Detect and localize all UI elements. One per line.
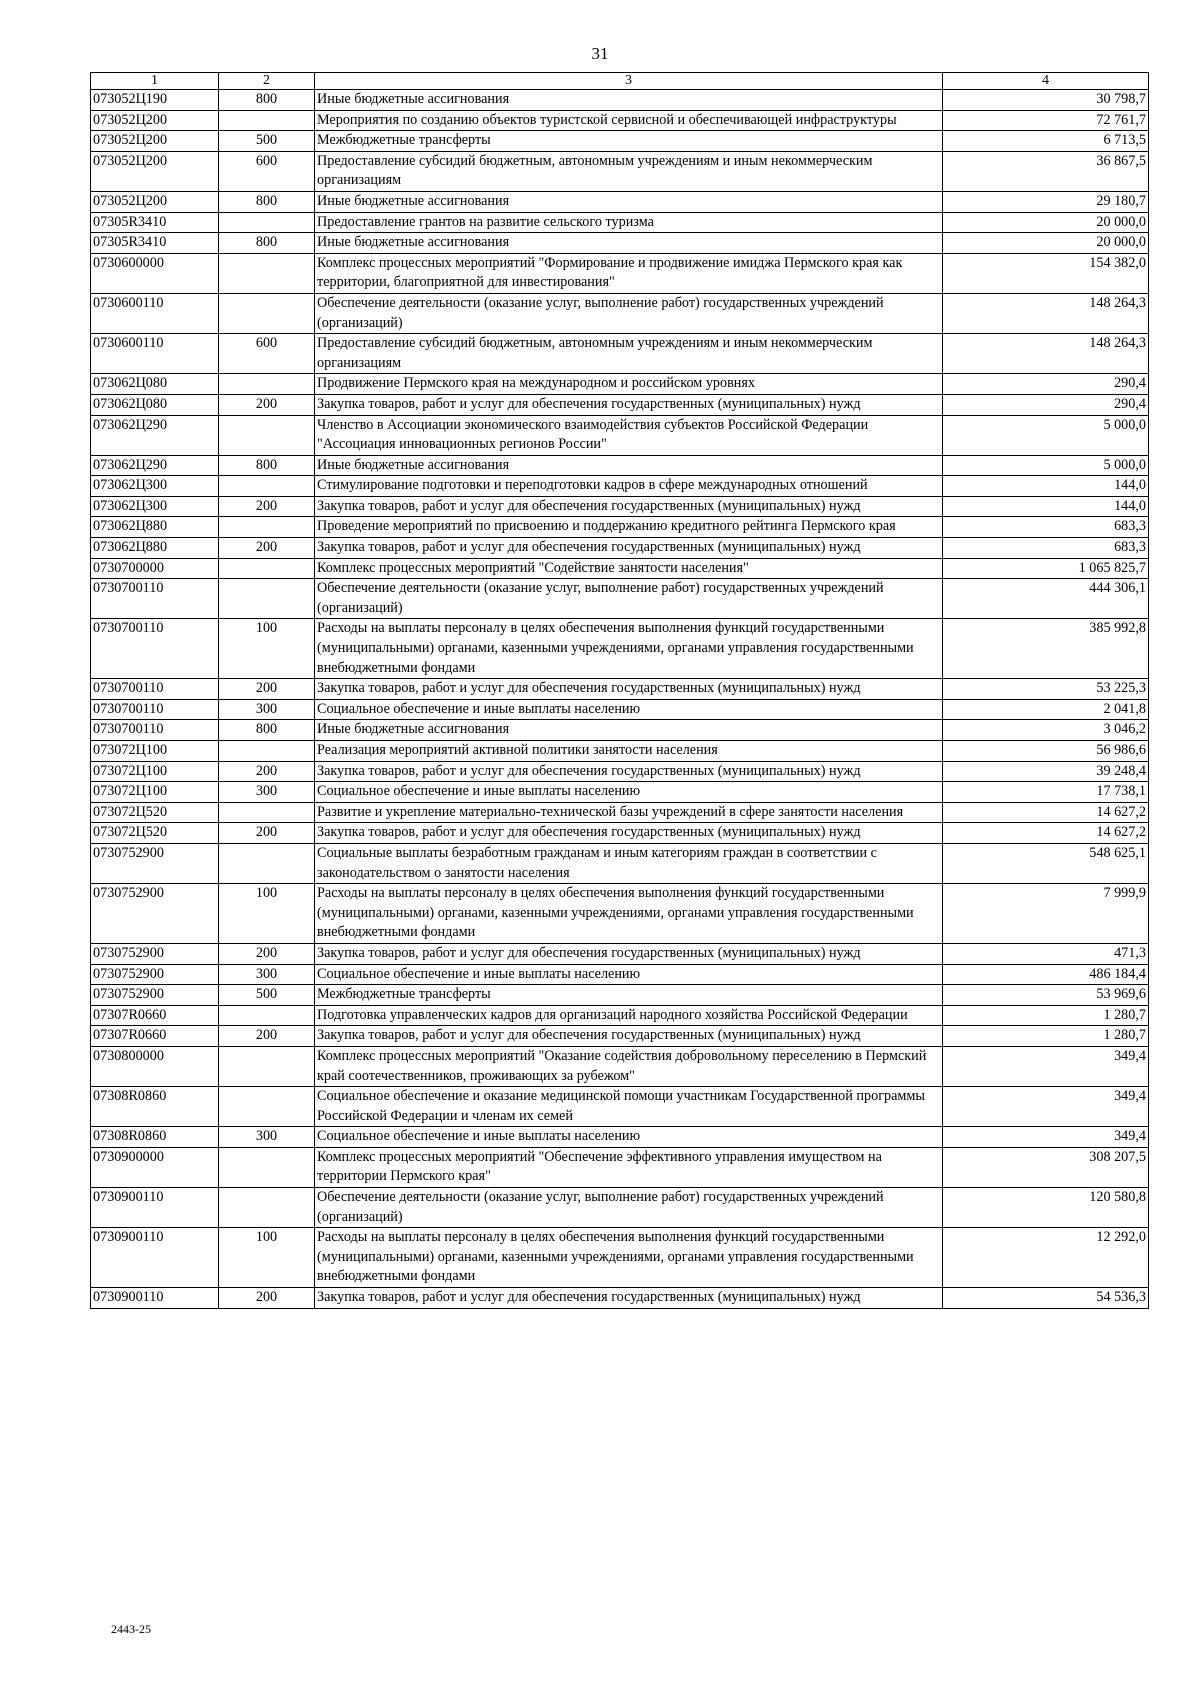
row-amount: 5 000,0 <box>943 415 1149 455</box>
row-amount: 120 580,8 <box>943 1188 1149 1228</box>
row-code: 0730700110 <box>91 720 219 741</box>
row-code: 0730752900 <box>91 964 219 985</box>
table-row <box>91 964 1149 985</box>
row-expense-type: 200 <box>219 761 315 782</box>
row-amount: 5 000,0 <box>943 455 1149 476</box>
row-expense-type <box>219 212 315 233</box>
row-description: Стимулирование подготовки и переподготовки кадров в сфере международных отношений <box>315 476 943 497</box>
table-row <box>91 884 1149 944</box>
header-row <box>91 73 1149 90</box>
row-amount: 29 180,7 <box>943 191 1149 212</box>
row-code: 073062Ц290 <box>91 415 219 455</box>
table-row <box>91 212 1149 233</box>
row-expense-type: 800 <box>219 455 315 476</box>
table-row <box>91 761 1149 782</box>
row-code: 073062Ц080 <box>91 394 219 415</box>
table-row <box>91 720 1149 741</box>
row-code: 0730752900 <box>91 884 219 944</box>
row-expense-type: 200 <box>219 538 315 559</box>
row-expense-type: 500 <box>219 131 315 152</box>
row-description: Предоставление грантов на развитие сельского туризма <box>315 212 943 233</box>
table-row <box>91 151 1149 191</box>
table-row <box>91 253 1149 293</box>
header-col-3: 3 <box>315 73 943 90</box>
row-description: Закупка товаров, работ и услуг для обеспечения государственных (муниципальных) нужд <box>315 761 943 782</box>
table-row <box>91 1228 1149 1288</box>
row-expense-type: 200 <box>219 1026 315 1047</box>
row-code: 07307R0660 <box>91 1005 219 1026</box>
table-row <box>91 233 1149 254</box>
table-row <box>91 517 1149 538</box>
table-row <box>91 476 1149 497</box>
row-expense-type: 800 <box>219 191 315 212</box>
row-amount: 683,3 <box>943 538 1149 559</box>
row-expense-type: 600 <box>219 334 315 374</box>
row-expense-type <box>219 558 315 579</box>
table-row <box>91 394 1149 415</box>
row-expense-type: 100 <box>219 1228 315 1288</box>
row-code: 0730600110 <box>91 293 219 333</box>
table-row <box>91 1288 1149 1309</box>
row-expense-type <box>219 293 315 333</box>
row-code: 073062Ц290 <box>91 455 219 476</box>
row-code: 0730700110 <box>91 699 219 720</box>
row-expense-type: 800 <box>219 233 315 254</box>
row-expense-type: 200 <box>219 679 315 700</box>
row-description: Расходы на выплаты персоналу в целях обеспечения выполнения функций государственными (муниципальными) органами, казенными учреждениями, органами управления государственными внебюджетными фондами <box>315 884 943 944</box>
table-row <box>91 90 1149 111</box>
table-row <box>91 823 1149 844</box>
row-description: Социальное обеспечение и иные выплаты населению <box>315 1127 943 1148</box>
row-code: 073072Ц520 <box>91 802 219 823</box>
row-description: Закупка товаров, работ и услуг для обеспечения государственных (муниципальных) нужд <box>315 1288 943 1309</box>
row-expense-type <box>219 843 315 883</box>
row-amount: 548 625,1 <box>943 843 1149 883</box>
row-description: Социальные выплаты безработным гражданам и иным категориям граждан в соответствии с законодательством о занятости населения <box>315 843 943 883</box>
page-number: 31 <box>591 44 609 63</box>
row-expense-type <box>219 1147 315 1187</box>
row-code: 0730752900 <box>91 943 219 964</box>
row-description: Расходы на выплаты персоналу в целях обеспечения выполнения функций государственными (муниципальными) органами, казенными учреждениями, органами управления государственными внебюджетными фондами <box>315 1228 943 1288</box>
row-expense-type <box>219 374 315 395</box>
row-description: Продвижение Пермского края на международном и российском уровнях <box>315 374 943 395</box>
row-amount: 444 306,1 <box>943 579 1149 619</box>
row-expense-type: 100 <box>219 619 315 679</box>
table-row <box>91 374 1149 395</box>
table-row <box>91 191 1149 212</box>
row-description: Иные бюджетные ассигнования <box>315 233 943 254</box>
row-amount: 290,4 <box>943 394 1149 415</box>
row-description: Предоставление субсидий бюджетным, автономным учреждениям и иным некоммерческим организациям <box>315 334 943 374</box>
row-code: 073062Ц300 <box>91 476 219 497</box>
row-amount: 30 798,7 <box>943 90 1149 111</box>
row-code: 073062Ц880 <box>91 538 219 559</box>
row-expense-type: 300 <box>219 1127 315 1148</box>
table-row <box>91 1005 1149 1026</box>
row-code: 073052Ц200 <box>91 131 219 152</box>
row-expense-type: 300 <box>219 964 315 985</box>
row-expense-type <box>219 1087 315 1127</box>
table-row <box>91 679 1149 700</box>
row-amount: 144,0 <box>943 496 1149 517</box>
row-amount: 12 292,0 <box>943 1228 1149 1288</box>
header-col-4: 4 <box>943 73 1149 90</box>
row-code: 0730600110 <box>91 334 219 374</box>
row-amount: 1 280,7 <box>943 1005 1149 1026</box>
table-row <box>91 1026 1149 1047</box>
row-description: Иные бюджетные ассигнования <box>315 455 943 476</box>
row-description: Предоставление субсидий бюджетным, автономным учреждениям и иным некоммерческим организациям <box>315 151 943 191</box>
row-amount: 6 713,5 <box>943 131 1149 152</box>
table-row <box>91 943 1149 964</box>
row-description: Социальное обеспечение и иные выплаты населению <box>315 699 943 720</box>
row-expense-type <box>219 110 315 131</box>
row-description: Развитие и укрепление материально-технической базы учреждений в сфере занятости населения <box>315 802 943 823</box>
row-amount: 471,3 <box>943 943 1149 964</box>
row-expense-type: 100 <box>219 884 315 944</box>
row-description: Обеспечение деятельности (оказание услуг, выполнение работ) государственных учреждений (организаций) <box>315 293 943 333</box>
row-amount: 1 280,7 <box>943 1026 1149 1047</box>
row-code: 073052Ц200 <box>91 151 219 191</box>
row-amount: 20 000,0 <box>943 212 1149 233</box>
table-row <box>91 415 1149 455</box>
row-code: 0730700000 <box>91 558 219 579</box>
row-description: Закупка товаров, работ и услуг для обеспечения государственных (муниципальных) нужд <box>315 394 943 415</box>
row-description: Закупка товаров, работ и услуг для обеспечения государственных (муниципальных) нужд <box>315 1026 943 1047</box>
row-amount: 56 986,6 <box>943 741 1149 762</box>
row-code: 073062Ц880 <box>91 517 219 538</box>
row-code: 0730800000 <box>91 1046 219 1086</box>
row-amount: 14 627,2 <box>943 802 1149 823</box>
table-row <box>91 699 1149 720</box>
table-row <box>91 538 1149 559</box>
row-expense-type <box>219 579 315 619</box>
row-code: 07308R0860 <box>91 1127 219 1148</box>
document-id: 2443-25 <box>111 1622 151 1636</box>
table-body <box>91 90 1149 1309</box>
row-expense-type: 200 <box>219 943 315 964</box>
row-code: 0730600000 <box>91 253 219 293</box>
row-description: Мероприятия по созданию объектов туристской сервисной и обеспечивающей инфраструктуры <box>315 110 943 131</box>
row-amount: 3 046,2 <box>943 720 1149 741</box>
table-header <box>91 73 1149 90</box>
row-expense-type: 300 <box>219 782 315 803</box>
row-expense-type: 500 <box>219 985 315 1006</box>
row-description: Комплекс процессных мероприятий "Формирование и продвижение имиджа Пермского края как территории, благоприятной для инвестирования" <box>315 253 943 293</box>
table-row <box>91 131 1149 152</box>
table-row <box>91 110 1149 131</box>
row-code: 0730900110 <box>91 1188 219 1228</box>
row-amount: 72 761,7 <box>943 110 1149 131</box>
row-code: 073072Ц520 <box>91 823 219 844</box>
row-expense-type: 200 <box>219 394 315 415</box>
table-row <box>91 1127 1149 1148</box>
row-description: Закупка товаров, работ и услуг для обеспечения государственных (муниципальных) нужд <box>315 943 943 964</box>
row-amount: 308 207,5 <box>943 1147 1149 1187</box>
row-description: Закупка товаров, работ и услуг для обеспечения государственных (муниципальных) нужд <box>315 823 943 844</box>
row-description: Социальное обеспечение и иные выплаты населению <box>315 964 943 985</box>
row-amount: 53 969,6 <box>943 985 1149 1006</box>
row-code: 0730752900 <box>91 985 219 1006</box>
row-expense-type: 800 <box>219 90 315 111</box>
row-description: Подготовка управленческих кадров для организаций народного хозяйства Российской Федерации <box>315 1005 943 1026</box>
table-row <box>91 843 1149 883</box>
row-description: Межбюджетные трансферты <box>315 131 943 152</box>
row-amount: 53 225,3 <box>943 679 1149 700</box>
row-description: Реализация мероприятий активной политики занятости населения <box>315 741 943 762</box>
row-amount: 385 992,8 <box>943 619 1149 679</box>
row-code: 073072Ц100 <box>91 761 219 782</box>
row-expense-type: 200 <box>219 823 315 844</box>
header-col-2: 2 <box>219 73 315 90</box>
row-code: 0730700110 <box>91 619 219 679</box>
row-amount: 17 738,1 <box>943 782 1149 803</box>
row-code: 073062Ц300 <box>91 496 219 517</box>
table-row <box>91 334 1149 374</box>
row-amount: 7 999,9 <box>943 884 1149 944</box>
row-description: Закупка товаров, работ и услуг для обеспечения государственных (муниципальных) нужд <box>315 538 943 559</box>
row-amount: 14 627,2 <box>943 823 1149 844</box>
row-description: Иные бюджетные ассигнования <box>315 191 943 212</box>
row-description: Обеспечение деятельности (оказание услуг, выполнение работ) государственных учреждений (организаций) <box>315 579 943 619</box>
row-code: 07307R0660 <box>91 1026 219 1047</box>
row-description: Проведение мероприятий по присвоению и поддержанию кредитного рейтинга Пермского края <box>315 517 943 538</box>
row-amount: 148 264,3 <box>943 334 1149 374</box>
row-description: Комплекс процессных мероприятий "Обеспечение эффективного управления имуществом на территории Пермского края" <box>315 1147 943 1187</box>
row-description: Иные бюджетные ассигнования <box>315 90 943 111</box>
row-description: Обеспечение деятельности (оказание услуг, выполнение работ) государственных учреждений (организаций) <box>315 1188 943 1228</box>
row-amount: 486 184,4 <box>943 964 1149 985</box>
table-row <box>91 802 1149 823</box>
row-expense-type: 600 <box>219 151 315 191</box>
row-code: 073062Ц080 <box>91 374 219 395</box>
row-amount: 36 867,5 <box>943 151 1149 191</box>
row-description: Комплекс процессных мероприятий "Оказание содействия добровольному переселению в Пермский край соотечественников, проживающих за рубежом" <box>315 1046 943 1086</box>
row-code: 07305R3410 <box>91 233 219 254</box>
table-row <box>91 496 1149 517</box>
row-expense-type <box>219 517 315 538</box>
row-expense-type <box>219 253 315 293</box>
row-amount: 154 382,0 <box>943 253 1149 293</box>
row-expense-type <box>219 802 315 823</box>
row-amount: 349,4 <box>943 1046 1149 1086</box>
table-row <box>91 293 1149 333</box>
table-row <box>91 741 1149 762</box>
row-amount: 2 041,8 <box>943 699 1149 720</box>
row-description: Социальное обеспечение и иные выплаты населению <box>315 782 943 803</box>
row-description: Социальное обеспечение и оказание медицинской помощи участникам Государственной программы Российской Федерации и членам их семей <box>315 1087 943 1127</box>
table-row <box>91 455 1149 476</box>
row-expense-type: 200 <box>219 1288 315 1309</box>
row-amount: 1 065 825,7 <box>943 558 1149 579</box>
row-code: 0730900110 <box>91 1288 219 1309</box>
row-code: 0730700110 <box>91 679 219 700</box>
row-code: 073052Ц200 <box>91 110 219 131</box>
row-description: Комплекс процессных мероприятий "Содействие занятости населения" <box>315 558 943 579</box>
row-description: Межбюджетные трансферты <box>315 985 943 1006</box>
row-code: 0730900110 <box>91 1228 219 1288</box>
row-expense-type <box>219 741 315 762</box>
row-expense-type <box>219 1188 315 1228</box>
row-description: Расходы на выплаты персоналу в целях обеспечения выполнения функций государственными (муниципальными) органами, казенными учреждениями, органами управления государственными внебюджетными фондами <box>315 619 943 679</box>
row-code: 07308R0860 <box>91 1087 219 1127</box>
header-col-1: 1 <box>91 73 219 90</box>
table-row <box>91 1188 1149 1228</box>
row-description: Иные бюджетные ассигнования <box>315 720 943 741</box>
table-row <box>91 782 1149 803</box>
row-code: 0730752900 <box>91 843 219 883</box>
row-code: 0730700110 <box>91 579 219 619</box>
table-row <box>91 1046 1149 1086</box>
row-expense-type <box>219 1046 315 1086</box>
row-amount: 290,4 <box>943 374 1149 395</box>
row-description: Закупка товаров, работ и услуг для обеспечения государственных (муниципальных) нужд <box>315 679 943 700</box>
row-code: 07305R3410 <box>91 212 219 233</box>
row-amount: 39 248,4 <box>943 761 1149 782</box>
row-code: 073072Ц100 <box>91 741 219 762</box>
row-amount: 144,0 <box>943 476 1149 497</box>
row-expense-type: 300 <box>219 699 315 720</box>
row-expense-type: 200 <box>219 496 315 517</box>
row-expense-type: 800 <box>219 720 315 741</box>
row-code: 0730900000 <box>91 1147 219 1187</box>
row-description: Членство в Ассоциации экономического взаимодействия субъектов Российской Федерации "Ассоциация инновационных регионов России" <box>315 415 943 455</box>
table-row <box>91 1147 1149 1187</box>
table-row <box>91 1087 1149 1127</box>
table-row <box>91 985 1149 1006</box>
row-code: 073052Ц200 <box>91 191 219 212</box>
table-row <box>91 558 1149 579</box>
row-amount: 148 264,3 <box>943 293 1149 333</box>
row-amount: 349,4 <box>943 1087 1149 1127</box>
row-description: Закупка товаров, работ и услуг для обеспечения государственных (муниципальных) нужд <box>315 496 943 517</box>
row-expense-type <box>219 1005 315 1026</box>
row-amount: 683,3 <box>943 517 1149 538</box>
row-amount: 54 536,3 <box>943 1288 1149 1309</box>
row-expense-type <box>219 476 315 497</box>
budget-table <box>90 72 1149 1309</box>
row-amount: 349,4 <box>943 1127 1149 1148</box>
row-amount: 20 000,0 <box>943 233 1149 254</box>
row-code: 073052Ц190 <box>91 90 219 111</box>
table-row <box>91 579 1149 619</box>
table-row <box>91 619 1149 679</box>
row-code: 073072Ц100 <box>91 782 219 803</box>
row-expense-type <box>219 415 315 455</box>
